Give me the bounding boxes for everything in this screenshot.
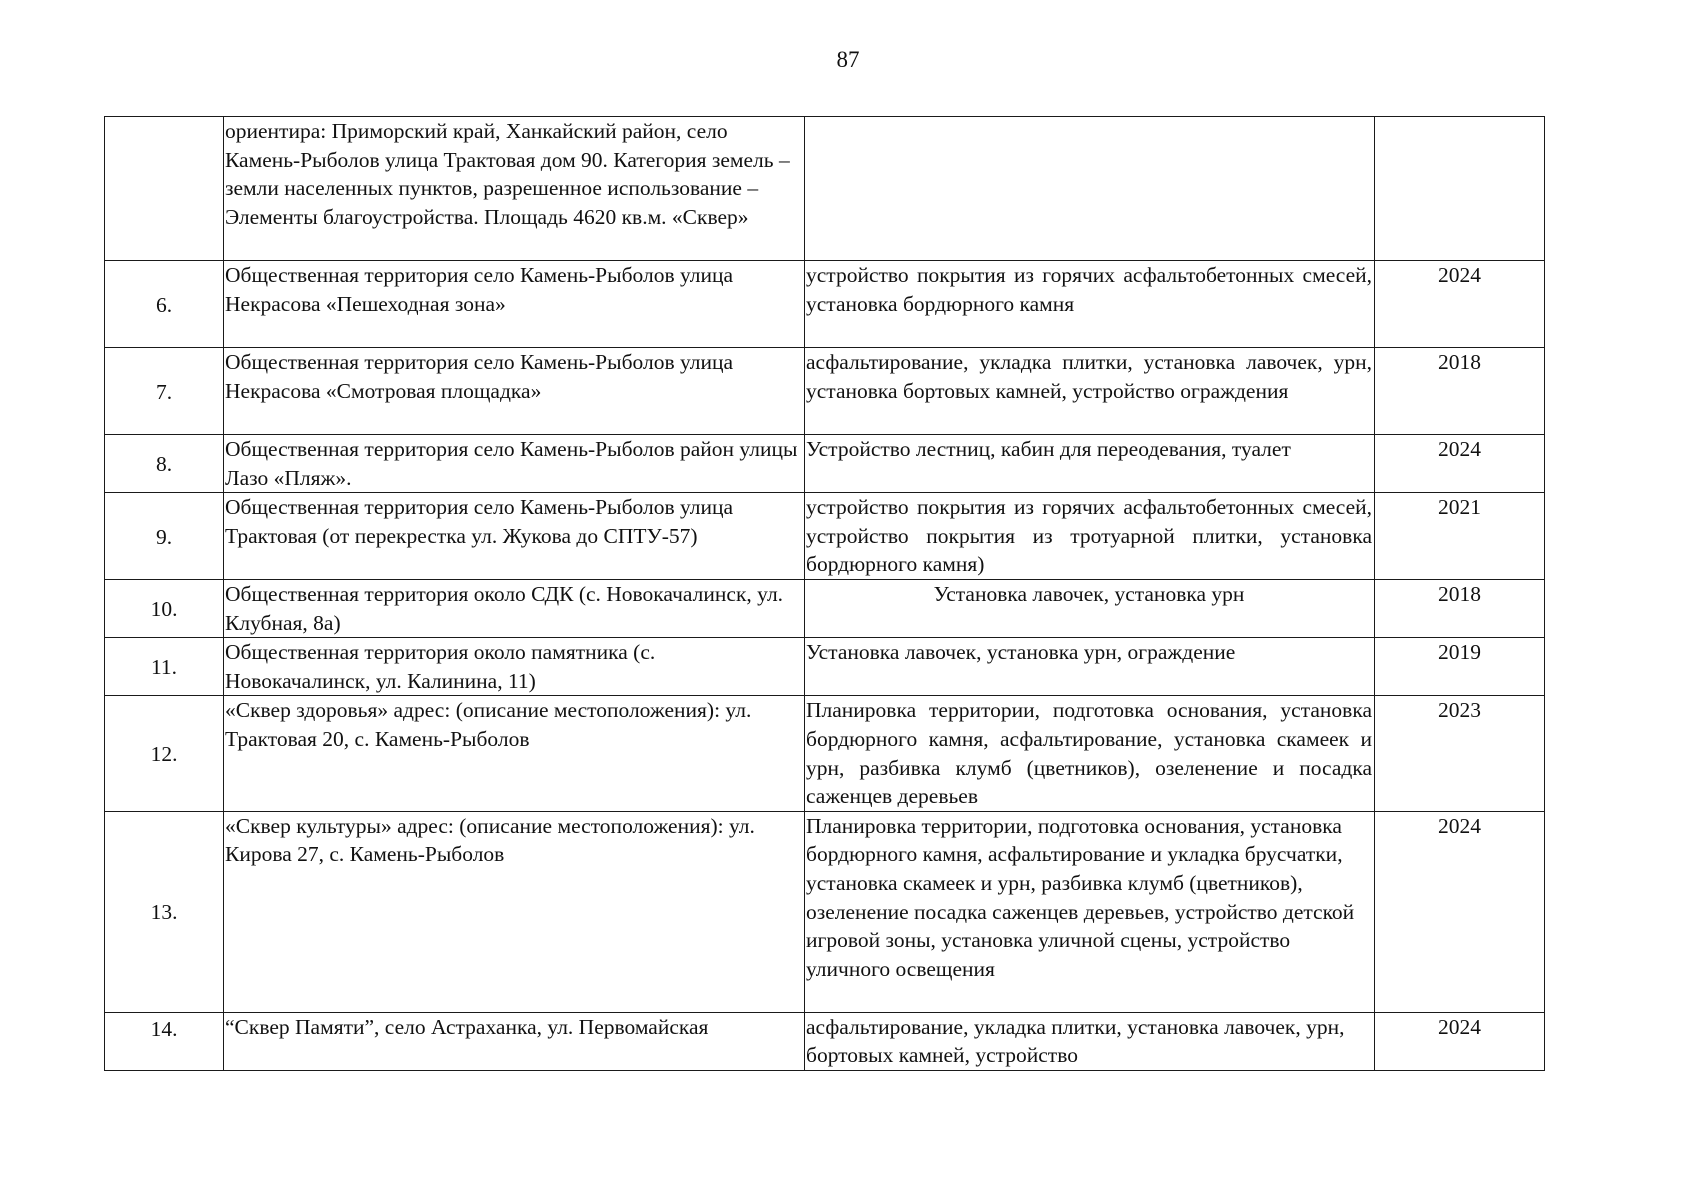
planned-works [805, 117, 1375, 261]
planned-works: Устройство лестниц, кабин для переодевания, туалет [805, 435, 1375, 493]
implementation-year: 2024 [1375, 1012, 1545, 1070]
implementation-year: 2024 [1375, 811, 1545, 1012]
row-number: 13. [105, 811, 224, 1012]
implementation-year: 2018 [1375, 579, 1545, 637]
planned-works: устройство покрытия из горячих асфальтобетонных смесей, устройство покрытия из тротуарной плитки, установка бордюрного камня) [805, 493, 1375, 580]
territory-description: Общественная территория село Камень-Рыболов улица Некрасова «Смотровая площадка» [224, 348, 805, 435]
table-row [105, 1012, 1545, 1070]
table-row [105, 493, 1545, 580]
implementation-year: 2024 [1375, 261, 1545, 348]
planned-works: асфальтирование, укладка плитки, установка лавочек, урн, бортовых камней, устройство [805, 1012, 1375, 1070]
planned-works: асфальтирование, укладка плитки, установка лавочек, урн, установка бортовых камней, устройство ограждения [805, 348, 1375, 435]
table-row [105, 261, 1545, 348]
territory-description: «Сквер культуры» адрес: (описание местоположения): ул. Кирова 27, с. Камень-Рыболов [224, 811, 805, 1012]
implementation-year: 2021 [1375, 493, 1545, 580]
row-number: 6. [105, 261, 224, 348]
territory-description: Общественная территория около памятника (с. Новокачалинск, ул. Калинина, 11) [224, 638, 805, 696]
table-row [105, 638, 1545, 696]
table-row [105, 696, 1545, 811]
implementation-year: 2018 [1375, 348, 1545, 435]
row-number: 12. [105, 696, 224, 811]
implementation-year: 2024 [1375, 435, 1545, 493]
implementation-year: 2023 [1375, 696, 1545, 811]
territory-description: Общественная территория село Камень-Рыболов район улицы Лазо «Пляж». [224, 435, 805, 493]
implementation-year [1375, 117, 1545, 261]
row-number: 11. [105, 638, 224, 696]
table-row [105, 811, 1545, 1012]
territory-description: «Сквер здоровья» адрес: (описание местоположения): ул. Трактовая 20, с. Камень-Рыболов [224, 696, 805, 811]
page-number: 87 [836, 47, 860, 72]
territory-description: Общественная территория около СДК (с. Новокачалинск, ул. Клубная, 8а) [224, 579, 805, 637]
territory-description: “Сквер Памяти”, село Астраханка, ул. Первомайская [224, 1012, 805, 1070]
planned-works: Установка лавочек, установка урн [805, 579, 1375, 637]
table-row [105, 348, 1545, 435]
territory-description: Общественная территория село Камень-Рыболов улица Некрасова «Пешеходная зона» [224, 261, 805, 348]
table-row [105, 435, 1545, 493]
row-number: 14. [105, 1012, 224, 1070]
table-row [105, 117, 1545, 261]
territory-description: Общественная территория село Камень-Рыболов улица Трактовая (от перекрестка ул. Жукова до СПТУ-57) [224, 493, 805, 580]
row-number: 8. [105, 435, 224, 493]
row-number: 9. [105, 493, 224, 580]
territories-table [104, 116, 1545, 1071]
territory-description: ориентира: Приморский край, Ханкайский район, село Камень-Рыболов улица Трактовая дом 90. Категория земель – земли населенных пунктов, разрешенное использование – Элементы благоустройства. Площадь 4620 кв.м. «Сквер» [224, 117, 805, 261]
planned-works: Планировка территории, подготовка основания, установка бордюрного камня, асфальтирование, установка скамеек и урн, разбивка клумб (цветников), озеленение и посадка саженцев деревьев [805, 696, 1375, 811]
planned-works: Установка лавочек, установка урн, ограждение [805, 638, 1375, 696]
implementation-year: 2019 [1375, 638, 1545, 696]
planned-works: Планировка территории, подготовка основания, установка бордюрного камня, асфальтирование и укладка брусчатки, установка скамеек и урн, разбивка клумб (цветников), озеленение посадка саженцев деревьев, устройство детской игровой зоны, установка уличной сцены, устройство уличного освещения [805, 811, 1375, 1012]
table-row [105, 579, 1545, 637]
row-number: 10. [105, 579, 224, 637]
row-number: 7. [105, 348, 224, 435]
planned-works: устройство покрытия из горячих асфальтобетонных смесей, установка бордюрного камня [805, 261, 1375, 348]
row-number [105, 117, 224, 261]
